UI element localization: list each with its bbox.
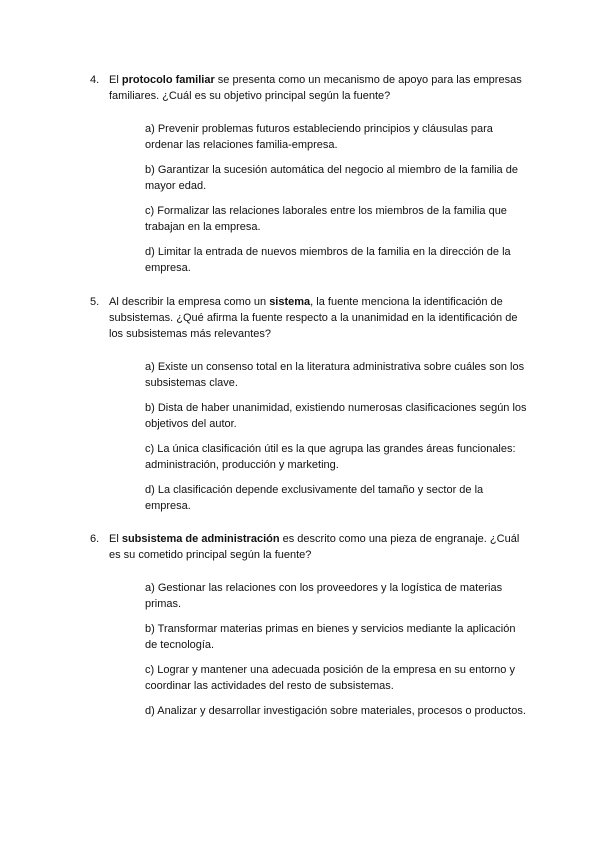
question-prefix: El: [109, 74, 122, 86]
option-c: c) Lograr y mantener una adecuada posición de la empresa en su entorno y coordinar las actividades del resto de subsistemas.: [145, 664, 515, 692]
answer-options: [145, 580, 530, 719]
question-number: 4.: [90, 74, 100, 86]
option-a: a) Prevenir problemas futuros estableciendo principios y cláusulas para ordenar las relaciones familia-empresa.: [145, 123, 493, 151]
question-suffix: se presenta como un mecanismo de apoyo para las empresas familiares. ¿Cuál es su objetivo principal según la fuente?: [109, 74, 522, 102]
option-b: b) Dista de haber unanimidad, existiendo numerosas clasificaciones según los objetivos del autor.: [145, 402, 527, 430]
question-6: [90, 531, 530, 719]
question-text: [109, 72, 529, 104]
option-d: d) Analizar y desarrollar investigación sobre materiales, procesos o productos.: [145, 705, 526, 717]
question-5: [90, 294, 530, 514]
question-suffix: es descrito como una pieza de engranaje. ¿Cuál es su cometido principal según la fuente?: [109, 533, 520, 561]
answer-options: [145, 359, 530, 514]
option-c: c) Formalizar las relaciones laborales entre los miembros de la familia que trabajan en la empresa.: [145, 205, 507, 233]
question-keyword: protocolo familiar: [121, 74, 215, 86]
question-suffix: , la fuente menciona la identificación de subsistemas. ¿Qué afirma la fuente respecto a la unanimidad en la identificación de los subsistemas más relevantes?: [109, 296, 518, 340]
question-keyword: subsistema de administración: [121, 533, 280, 545]
option-c: c) La única clasificación útil es la que agrupa las grandes áreas funcionales: administración, producción y marketing.: [145, 443, 516, 471]
question-prefix: Al describir la empresa como un: [109, 296, 270, 308]
question-4: [90, 72, 530, 276]
option-b: b) Transformar materias primas en bienes y servicios mediante la aplicación de tecnología.: [145, 623, 516, 651]
question-number: 6.: [90, 533, 100, 545]
answer-options: [145, 121, 530, 276]
option-a: a) Gestionar las relaciones con los proveedores y la logística de materias primas.: [145, 582, 503, 610]
question-keyword: sistema: [269, 296, 311, 308]
option-d: d) Limitar la entrada de nuevos miembros de la familia en la dirección de la empresa.: [145, 246, 511, 274]
question-text: [109, 294, 529, 342]
question-prefix: El: [109, 533, 122, 545]
option-d: d) La clasificación depende exclusivamente del tamaño y sector de la empresa.: [145, 484, 484, 512]
question-text: [109, 531, 529, 563]
option-b: b) Garantizar la sucesión automática del negocio al miembro de la familia de mayor edad.: [145, 164, 518, 192]
question-number: 5.: [90, 296, 100, 308]
option-a: a) Existe un consenso total en la literatura administrativa sobre cuáles son los subsistemas clave.: [145, 361, 525, 389]
